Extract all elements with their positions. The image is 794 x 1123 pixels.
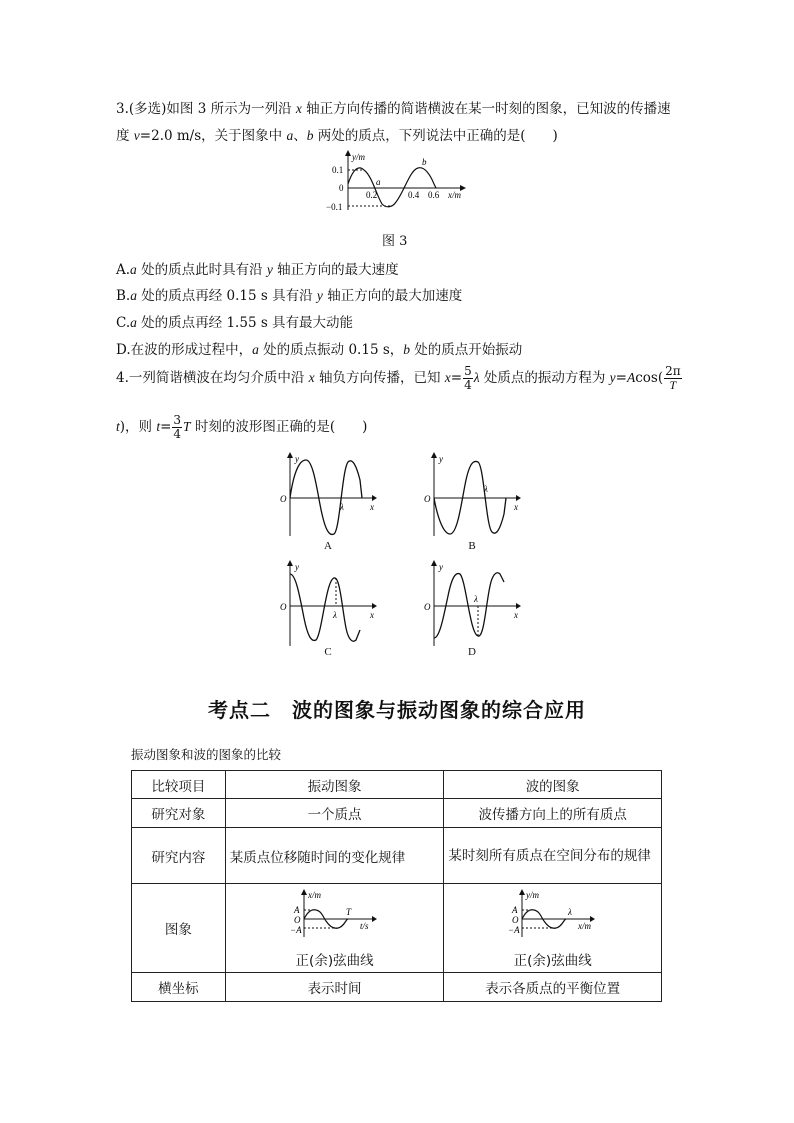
q3-option-b[interactable]: B.a 处的质点再经 0.15 s 具有沿 y 轴正方向的最大加速度: [116, 288, 463, 304]
q4-frac-2pi-T: $\frac{2\pi}{T}$: [665, 364, 681, 392]
q3-x-label: x/m: [448, 190, 461, 200]
comparison-table: [131, 770, 662, 1002]
svg-text:−A: −A: [507, 925, 520, 935]
q4-line-2: t)，则 t= $\frac{3}{4}$ T 时刻的波形图正确的是( ): [116, 413, 368, 441]
svg-text:A: A: [293, 905, 300, 915]
svg-text:y: y: [295, 454, 299, 464]
table-cell: 一个质点: [225, 799, 444, 828]
q3-figure-caption: 图 3: [382, 234, 408, 249]
table-header-cell: 比较项目: [132, 771, 226, 799]
q3-option-c[interactable]: C.a 处的质点再经 1.55 s 具有最大动能: [116, 315, 354, 331]
q4-graph-d-label: D: [468, 646, 476, 658]
q4-graph-b-label: B: [468, 540, 476, 552]
svg-text:O: O: [280, 494, 287, 504]
q3-x-02: 0.2: [366, 190, 378, 200]
svg-text:O: O: [511, 915, 519, 925]
svg-text:A: A: [511, 905, 518, 915]
svg-text:λ: λ: [567, 907, 572, 917]
wave-mini-graph: [508, 889, 598, 939]
section-subtitle: 振动图象和波的图象的比较: [131, 747, 282, 762]
svg-text:λ: λ: [333, 610, 337, 620]
table-cell: 研究对象: [132, 799, 226, 828]
q3-wave-figure: [320, 148, 470, 216]
svg-text:y: y: [439, 454, 443, 464]
svg-text:−A: −A: [289, 925, 302, 935]
svg-text:O: O: [280, 602, 287, 612]
svg-text:λ: λ: [340, 502, 344, 512]
table-cell: 某时刻所有质点在空间分布的规律: [444, 828, 662, 884]
q3-point-a: a: [376, 177, 381, 187]
svg-text:x: x: [514, 610, 518, 620]
q4-frac-3-4: $\frac{3}{4}$: [173, 413, 182, 441]
svg-text:O: O: [293, 915, 301, 925]
vibration-graph-caption: 正(余)弦曲线: [295, 953, 374, 969]
q3-y-zero: 0: [339, 183, 344, 193]
table-header-cell: 振动图象: [225, 771, 444, 799]
table-row: [132, 828, 662, 884]
table-cell: 表示各质点的平衡位置: [444, 973, 662, 1002]
q3-x-06: 0.6: [428, 190, 440, 200]
table-row: [132, 973, 662, 1002]
table-cell: 表示时间: [225, 973, 444, 1002]
svg-text:x/m: x/m: [307, 890, 321, 900]
table-cell: 图象: [132, 884, 226, 973]
svg-text:λ: λ: [484, 484, 488, 494]
svg-text:y/m: y/m: [525, 890, 539, 900]
svg-text:x/m: x/m: [577, 921, 591, 931]
table-cell-wave-graph: [444, 884, 662, 973]
svg-text:y: y: [439, 562, 443, 572]
section-title: 考点二 波的图象与振动图象的综合应用: [208, 698, 586, 722]
q4-graph-a-label: A: [324, 540, 332, 552]
svg-text:t/s: t/s: [359, 921, 369, 931]
q3-option-d[interactable]: D.在波的形成过程中，a 处的质点振动 0.15 s，b 处的质点开始振动: [116, 342, 523, 358]
q3-option-a[interactable]: A.a 处的质点此时具有沿 y 轴正方向的最大速度: [116, 262, 399, 278]
q3-line-1: 3.(多选)如图 3 所示为一列沿 x 轴正方向传播的简谐横波在某一时刻的图象，已知波的传播速: [116, 101, 671, 117]
q4-graph-c[interactable]: [276, 558, 386, 653]
svg-text:x: x: [514, 502, 518, 512]
q3-y-top: 0.1: [332, 165, 344, 175]
q3-y-bottom: −0.1: [326, 202, 343, 212]
wave-graph-caption: 正(余)弦曲线: [513, 953, 592, 969]
vibration-mini-graph: [290, 889, 380, 939]
q4-graph-d[interactable]: [420, 558, 530, 653]
q3-x-04: 0.4: [408, 190, 420, 200]
q3-y-arrow: [345, 150, 351, 156]
table-cell: 波传播方向上的所有质点: [444, 799, 662, 828]
q3-y-label: y/m: [352, 152, 365, 162]
q4-frac-5-4: $\frac{5}{4}$: [464, 364, 472, 392]
table-row: [132, 884, 662, 973]
q3-point-b: b: [422, 157, 427, 167]
q4-graph-c-label: C: [324, 646, 332, 658]
table-header-row: [132, 771, 662, 799]
svg-text:x: x: [370, 502, 374, 512]
svg-text:O: O: [424, 602, 431, 612]
svg-text:x: x: [370, 610, 374, 620]
table-header-cell: 波的图象: [444, 771, 662, 799]
table-row: [132, 799, 662, 828]
table-cell: 横坐标: [132, 973, 226, 1002]
q3-wave-curve: [348, 168, 436, 207]
svg-text:λ: λ: [474, 594, 478, 604]
q3-line-2: 度 v=2.0 m/s，关于图象中 a、b 两处的质点，下列说法中正确的是( ): [116, 128, 558, 144]
q4-line-1: 4.一列简谐横波在均匀介质中沿 x 轴负方向传播，已知 x= $\frac{5}{4}$ λ 处质点的振动方程为 y=Acos( $\frac{2\pi}{T}$: [116, 364, 681, 392]
table-cell-vibration-graph: [225, 884, 444, 973]
table-cell: 研究内容: [132, 828, 226, 884]
table-cell: 某质点位移随时间的变化规律: [225, 828, 444, 884]
svg-text:T: T: [345, 907, 351, 917]
svg-text:y: y: [295, 562, 299, 572]
svg-text:O: O: [424, 494, 431, 504]
